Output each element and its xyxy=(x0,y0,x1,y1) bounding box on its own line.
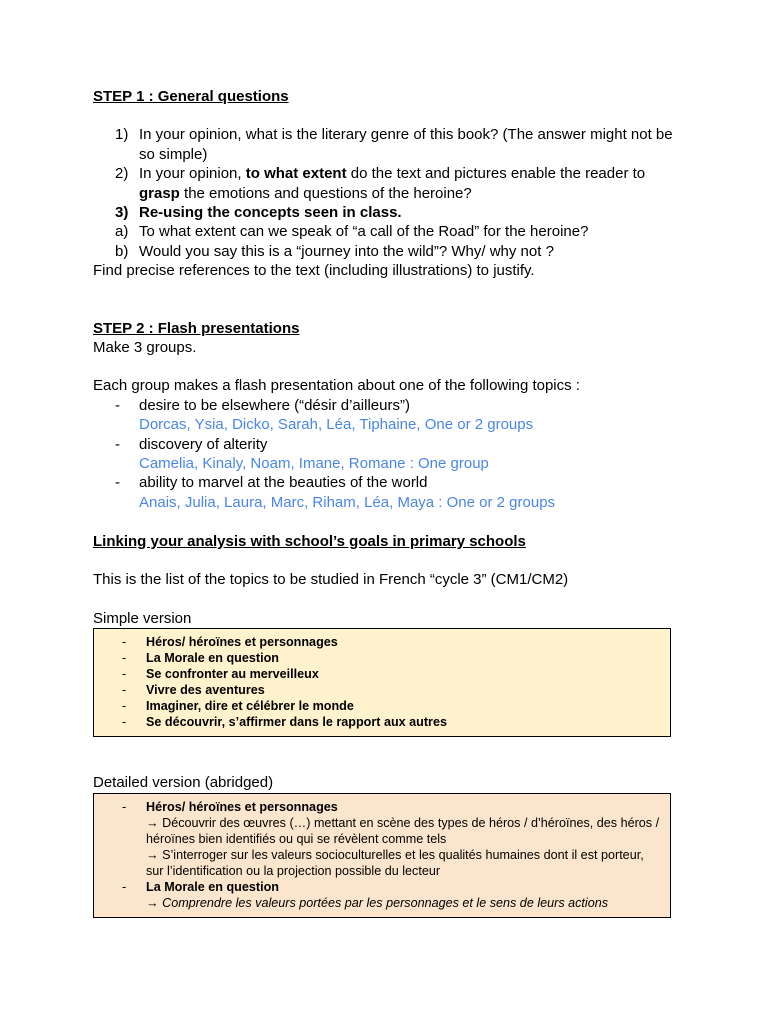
simple-topic-dash: - xyxy=(122,715,127,730)
detailed-version-box xyxy=(93,793,671,918)
detailed-topics-list xyxy=(94,799,670,911)
topic-item xyxy=(93,435,675,474)
simple-topic-dash: - xyxy=(122,699,127,714)
question-2-text-c: do the text and pictures enable the reader to xyxy=(346,165,646,183)
topic-title: discovery of alterity xyxy=(139,435,268,453)
step1-heading: STEP 1 : General questions xyxy=(93,88,289,105)
topic-groups: Camelia, Kinaly, Noam, Imane, Romane : One group xyxy=(139,455,489,473)
question-3-text: Re-using the concepts seen in class. xyxy=(139,204,402,222)
simple-topic-dash: - xyxy=(122,651,127,666)
detailed-topic-line: → Découvrir des œuvres (…) mettant en scène des types de héros / d’héroïnes, des héros / héroïnes bien identifiés ou qui se révèlent comme tels xyxy=(146,815,660,846)
step2-intro: Make 3 groups. xyxy=(93,338,197,356)
topic-dash: - xyxy=(115,396,120,414)
topic-dash: - xyxy=(115,474,120,492)
question-2-text-a: In your opinion, xyxy=(139,165,246,183)
simple-topic-text: Se découvrir, s’affirmer dans le rapport aux autres xyxy=(146,715,447,730)
step1-footer: Find precise references to the text (including illustrations) to justify. xyxy=(93,262,535,280)
simple-topic-text: La Morale en question xyxy=(146,651,279,666)
step2-lead: Each group makes a flash presentation about one of the following topics : xyxy=(93,377,580,395)
question-2-text-e: the emotions and questions of the heroine? xyxy=(179,184,472,202)
simple-topic-text: Se confronter au merveilleux xyxy=(146,667,319,682)
detailed-topic-title: La Morale en question xyxy=(146,879,279,894)
question-1-text: In your opinion, what is the literary genre of this book? (The answer might not be so simple) xyxy=(139,126,673,163)
simple-topic-text: Vivre des aventures xyxy=(146,683,265,698)
simple-topic-item xyxy=(94,698,670,714)
topic-item xyxy=(93,396,675,435)
topics-list xyxy=(93,396,675,512)
simple-version-label: Simple version xyxy=(93,609,192,627)
question-3-marker: 3) xyxy=(115,204,129,222)
topic-title: desire to be elsewhere (“désir d’ailleurs”) xyxy=(139,396,410,414)
simple-version-box xyxy=(93,628,671,737)
question-1-marker: 1) xyxy=(115,126,129,144)
question-3a-marker: a) xyxy=(115,223,129,241)
question-2-marker: 2) xyxy=(115,165,129,183)
topic-item xyxy=(93,473,675,512)
detailed-topic-line: → S’interroger sur les valeurs socioculturelles et les qualités humaines dont il est porteur, sur l’identification ou la projection possible du lecteur xyxy=(146,847,644,878)
simple-topic-item xyxy=(94,650,670,666)
linking-intro: This is the list of the topics to be studied in French “cycle 3” (CM1/CM2) xyxy=(93,571,569,589)
simple-topic-dash: - xyxy=(122,635,127,650)
question-3a-text: To what extent can we speak of “a call of the Road” for the heroine? xyxy=(139,223,589,241)
question-2-text-b: to what extent xyxy=(245,165,347,183)
question-3b-marker: b) xyxy=(115,242,129,260)
simple-topic-item xyxy=(94,682,670,698)
topic-groups: Dorcas, Ysia, Dicko, Sarah, Léa, Tiphaine, One or 2 groups xyxy=(139,416,534,434)
question-3a xyxy=(93,222,675,241)
topic-title: ability to marvel at the beauties of the world xyxy=(139,474,428,492)
detailed-version-label: Detailed version (abridged) xyxy=(93,774,274,792)
detailed-topic-dash: - xyxy=(122,799,127,814)
step2-heading: STEP 2 : Flash presentations xyxy=(93,319,300,337)
detailed-topic-item xyxy=(94,799,670,879)
question-3b-text: Would you say this is a “journey into the wild”? Why/ why not ? xyxy=(139,242,554,260)
simple-topic-text: Imaginer, dire et célébrer le monde xyxy=(146,699,354,714)
question-3b xyxy=(93,242,675,261)
simple-topic-dash: - xyxy=(122,667,127,682)
document-page xyxy=(93,87,675,918)
linking-heading: Linking your analysis with school’s goals in primary schools xyxy=(93,532,526,550)
question-2 xyxy=(93,164,675,203)
question-2-text-d: grasp xyxy=(139,184,180,202)
step1-questions xyxy=(93,125,675,261)
simple-topic-item xyxy=(94,634,670,650)
detailed-topic-line: → Comprendre les valeurs portées par les personnages et le sens de leurs actions xyxy=(146,895,609,910)
simple-topic-dash: - xyxy=(122,683,127,698)
simple-topic-text: Héros/ héroïnes et personnages xyxy=(146,635,338,650)
detailed-topic-dash: - xyxy=(122,879,127,894)
simple-topic-item xyxy=(94,666,670,682)
topic-groups: Anais, Julia, Laura, Marc, Riham, Léa, Maya : One or 2 groups xyxy=(139,493,556,511)
question-1 xyxy=(93,125,675,164)
simple-topics-list xyxy=(94,634,670,730)
detailed-topic-title: Héros/ héroïnes et personnages xyxy=(146,799,338,814)
topic-dash: - xyxy=(115,435,120,453)
detailed-topic-item xyxy=(94,879,670,911)
question-3 xyxy=(93,203,675,222)
simple-topic-item xyxy=(94,714,670,730)
